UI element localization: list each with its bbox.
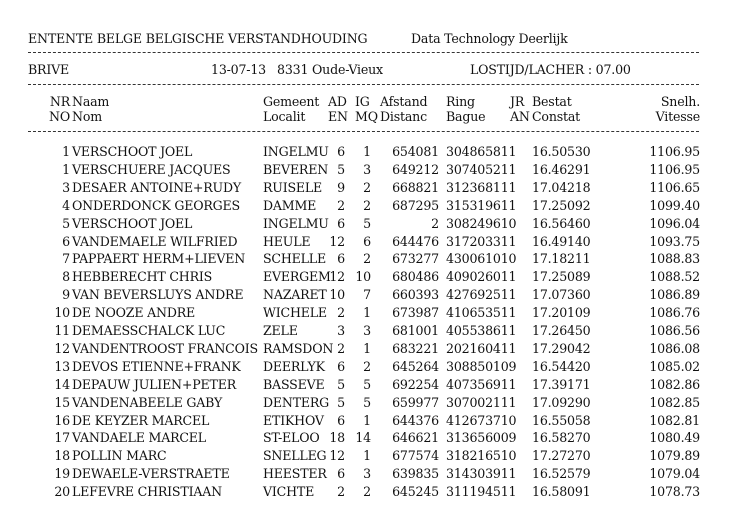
cell-gemeente: BASSEVE xyxy=(263,376,325,392)
cell-gemeente: RUISELE xyxy=(263,179,323,195)
col-snelh-fr: Vitesse xyxy=(655,109,700,124)
cell-ad: 12 xyxy=(329,269,345,285)
cell-naam: VERSCHOOT JOEL xyxy=(72,144,193,159)
cell-ad: 18 xyxy=(329,430,345,446)
cell-nr: 19 xyxy=(54,466,70,482)
cell-snelh: 1096.04 xyxy=(649,215,700,231)
cell-ad: 6 xyxy=(337,466,345,482)
cell-ig: 5 xyxy=(363,215,371,231)
cell-ring: 308249610 xyxy=(446,215,517,231)
cell-ig: 1 xyxy=(363,412,371,428)
col-afstand-nl: Afstand xyxy=(380,94,428,109)
cell-gemeente: ST-ELOO xyxy=(263,430,320,446)
separator-top xyxy=(28,52,699,53)
cell-ring: 430061010 xyxy=(446,251,517,267)
cell-gemeente: ZELE xyxy=(263,323,298,338)
cell-ig: 1 xyxy=(363,340,371,356)
cell-bestat: 16.58091 xyxy=(532,484,591,500)
cell-naam: PAPPAERT HERM+LIEVEN xyxy=(72,251,246,267)
cell-ig: 14 xyxy=(355,430,371,446)
cell-afstand: 646621 xyxy=(392,430,439,446)
cell-ad: 2 xyxy=(337,305,345,321)
cell-ig: 2 xyxy=(363,484,371,500)
cell-nr: 3 xyxy=(62,179,70,195)
cell-ad: 6 xyxy=(337,412,345,428)
cell-afstand: 645264 xyxy=(392,358,439,374)
col-gemeente-nl: Gemeent xyxy=(263,94,320,109)
cell-naam: VERSCHOOT JOEL xyxy=(72,215,193,231)
cell-bestat: 17.29042 xyxy=(532,340,591,356)
cell-bestat: 16.56460 xyxy=(532,215,591,231)
cell-snelh: 1099.40 xyxy=(649,197,700,213)
cell-afstand: 644376 xyxy=(392,412,439,428)
cell-ad: 5 xyxy=(337,394,345,410)
cell-snelh: 1086.56 xyxy=(649,323,700,338)
cell-ad: 2 xyxy=(337,340,345,356)
cell-ring: 314303911 xyxy=(446,466,517,482)
col-ring-fr: Bague xyxy=(446,109,486,124)
cell-nr: 8 xyxy=(62,269,70,285)
cell-snelh: 1086.08 xyxy=(649,340,700,356)
cell-naam: DE NOOZE ANDRE xyxy=(72,305,195,321)
col-nr-nl: NR xyxy=(49,94,70,109)
col-gemeente-fr: Localit xyxy=(263,109,306,124)
cell-ring: 317203311 xyxy=(446,233,517,249)
cell-snelh: 1082.86 xyxy=(649,376,700,392)
cell-naam: DE KEYZER MARCEL xyxy=(72,412,210,428)
cell-naam: ONDERDONCK GEORGES xyxy=(72,197,240,213)
cell-bestat: 17.18211 xyxy=(532,251,591,267)
cell-ad: 6 xyxy=(337,144,345,159)
cell-bestat: 16.46291 xyxy=(532,161,591,177)
cell-afstand: 660393 xyxy=(392,287,439,303)
cell-ig: 2 xyxy=(363,251,371,267)
cell-snelh: 1086.89 xyxy=(649,287,700,303)
cell-afstand: 644476 xyxy=(392,233,439,249)
cell-afstand: 677574 xyxy=(392,448,439,464)
cell-ig: 3 xyxy=(363,161,371,177)
software-credit: Data Technology Deerlijk xyxy=(411,31,568,46)
cell-nr: 7 xyxy=(62,251,70,267)
cell-afstand: 683221 xyxy=(392,340,439,356)
col-naam-nl: Naam xyxy=(72,94,110,109)
cell-snelh: 1088.52 xyxy=(649,269,700,285)
cell-nr: 9 xyxy=(62,287,70,303)
cell-ad: 12 xyxy=(329,233,345,249)
cell-ad: 6 xyxy=(337,251,345,267)
cell-ad: 2 xyxy=(337,197,345,213)
col-snelh-nl: Snelh. xyxy=(660,94,700,109)
cell-nr: 12 xyxy=(54,340,70,356)
col-ad-nl: AD xyxy=(328,94,347,109)
cell-afstand: 654081 xyxy=(392,144,439,159)
cell-naam: VANDAELE MARCEL xyxy=(72,430,206,446)
cell-afstand: 692254 xyxy=(392,376,439,392)
cell-ring: 304865811 xyxy=(446,144,517,159)
cell-gemeente: NAZARET xyxy=(263,287,327,303)
cell-gemeente: EVERGEM xyxy=(263,269,331,285)
cell-afstand: 2 xyxy=(431,215,439,231)
cell-gemeente: HEESTER xyxy=(263,466,327,482)
cell-afstand: 673987 xyxy=(392,305,439,321)
cell-ig: 2 xyxy=(363,179,371,195)
cell-snelh: 1082.85 xyxy=(649,394,700,410)
cell-bestat: 17.09290 xyxy=(532,394,591,410)
cell-gemeente: SCHELLE xyxy=(263,251,326,267)
cell-naam: VERSCHUERE JACQUES xyxy=(72,161,231,177)
cell-snelh: 1079.89 xyxy=(649,448,700,464)
cell-ig: 1 xyxy=(363,305,371,321)
cell-naam: VANDEMAELE WILFRIED xyxy=(72,233,238,249)
cell-gemeente: DEERLYK xyxy=(263,358,325,374)
cell-ring: 312368111 xyxy=(446,179,517,195)
cell-bestat: 16.54420 xyxy=(532,358,591,374)
cell-nr: 4 xyxy=(62,197,70,213)
cell-naam: VANDENABEELE GABY xyxy=(72,394,223,410)
col-jr-fr: AN xyxy=(510,109,530,124)
cell-afstand: 673277 xyxy=(392,251,439,267)
cell-gemeente: HEULE xyxy=(263,233,311,249)
cell-ig: 1 xyxy=(363,144,371,159)
cell-nr: 1 xyxy=(62,144,70,159)
cell-nr: 15 xyxy=(54,394,70,410)
cell-bestat: 16.55058 xyxy=(532,412,591,428)
col-jr-nl: JR xyxy=(510,94,525,109)
cell-naam: VANDENTROOST FRANCOIS xyxy=(72,340,258,356)
cell-afstand: 659977 xyxy=(392,394,439,410)
cell-ig: 10 xyxy=(355,269,371,285)
cell-bestat: 17.20109 xyxy=(532,305,591,321)
col-afstand-fr: Distanc xyxy=(380,109,427,124)
cell-snelh: 1078.73 xyxy=(649,484,700,500)
cell-gemeente: DENTERG xyxy=(263,394,330,410)
cell-naam: POLLIN MARC xyxy=(72,448,167,464)
cell-ring: 307405211 xyxy=(446,161,517,177)
cell-gemeente: VICHTE xyxy=(263,484,315,500)
cell-naam: DESAER ANTOINE+RUDY xyxy=(72,179,241,195)
cell-nr: 10 xyxy=(54,305,70,321)
cell-snelh: 1080.49 xyxy=(649,430,700,446)
cell-ring: 410653511 xyxy=(446,305,517,321)
release-time: LOSTIJD/LACHER : 07.00 xyxy=(470,62,631,77)
cell-naam: DEPAUW JULIEN+PETER xyxy=(72,376,236,392)
cell-nr: 5 xyxy=(62,215,70,231)
race-date: 13-07-13 xyxy=(211,62,266,77)
cell-snelh: 1086.76 xyxy=(649,305,700,321)
cell-naam: HEBBERECHT CHRIS xyxy=(72,269,213,285)
race-code: 8331 Oude-Vieux xyxy=(277,62,383,77)
cell-nr: 18 xyxy=(54,448,70,464)
separator-mid xyxy=(28,84,699,85)
cell-nr: 16 xyxy=(54,412,70,428)
col-ad-fr: EN xyxy=(328,109,348,124)
cell-ig: 3 xyxy=(363,323,371,338)
cell-gemeente: INGELMU xyxy=(263,215,329,231)
cell-bestat: 17.26450 xyxy=(532,323,591,338)
cell-snelh: 1106.65 xyxy=(649,179,700,195)
cell-nr: 17 xyxy=(54,430,70,446)
cell-ad: 9 xyxy=(337,179,345,195)
cell-afstand: 680486 xyxy=(392,269,439,285)
cell-gemeente: WICHELE xyxy=(263,305,327,321)
cell-ring: 412673710 xyxy=(446,412,517,428)
cell-ring: 427692511 xyxy=(446,287,517,303)
cell-ig: 6 xyxy=(363,233,371,249)
cell-ad: 2 xyxy=(337,484,345,500)
cell-ad: 10 xyxy=(329,287,345,303)
col-ig-nl: IG xyxy=(355,94,370,109)
cell-gemeente: ETIKHOV xyxy=(263,412,324,428)
cell-snelh: 1106.95 xyxy=(649,144,700,159)
cell-afstand: 668821 xyxy=(392,179,439,195)
cell-nr: 11 xyxy=(54,323,70,338)
cell-snelh: 1088.83 xyxy=(649,251,700,267)
col-bestat-fr: Constat xyxy=(532,109,581,124)
cell-ig: 1 xyxy=(363,448,371,464)
cell-snelh: 1085.02 xyxy=(649,358,700,374)
cell-bestat: 17.04218 xyxy=(532,179,591,195)
cell-ring: 407356911 xyxy=(446,376,517,392)
cell-ig: 2 xyxy=(363,358,371,374)
cell-nr: 20 xyxy=(54,484,70,500)
col-naam-fr: Nom xyxy=(72,109,102,124)
col-ring-nl: Ring xyxy=(446,94,475,109)
cell-ig: 5 xyxy=(363,394,371,410)
cell-nr: 13 xyxy=(54,358,70,374)
cell-ring: 307002111 xyxy=(446,394,517,410)
cell-ring: 405538611 xyxy=(446,323,517,338)
cell-naam: DEMAESSCHALCK LUC xyxy=(72,323,226,338)
cell-bestat: 17.25089 xyxy=(532,269,591,285)
cell-nr: 1 xyxy=(62,161,70,177)
cell-snelh: 1093.75 xyxy=(649,233,700,249)
cell-ig: 3 xyxy=(363,466,371,482)
cell-naam: VAN BEVERSLUYS ANDRE xyxy=(72,287,244,303)
cell-ig: 2 xyxy=(363,197,371,213)
cell-bestat: 16.49140 xyxy=(532,233,591,249)
cell-bestat: 16.58270 xyxy=(532,430,591,446)
cell-ad: 6 xyxy=(337,358,345,374)
separator-header xyxy=(28,131,699,132)
cell-afstand: 681001 xyxy=(392,323,439,338)
cell-bestat: 17.27270 xyxy=(532,448,591,464)
cell-ad: 5 xyxy=(337,376,345,392)
cell-nr: 14 xyxy=(54,376,70,392)
cell-afstand: 639835 xyxy=(392,466,439,482)
col-ig-fr: MQ xyxy=(355,109,378,124)
cell-ring: 409026011 xyxy=(446,269,517,285)
cell-gemeente: SNELLEG xyxy=(263,448,327,464)
cell-ring: 315319611 xyxy=(446,197,517,213)
cell-naam: LEFEVRE CHRISTIAAN xyxy=(72,484,222,500)
col-bestat-nl: Bestat xyxy=(532,94,572,109)
cell-ig: 5 xyxy=(363,376,371,392)
cell-ad: 6 xyxy=(337,215,345,231)
cell-gemeente: RAMSDON xyxy=(263,340,334,356)
cell-gemeente: BEVEREN xyxy=(263,161,329,177)
cell-ring: 202160411 xyxy=(446,340,517,356)
cell-afstand: 645245 xyxy=(392,484,439,500)
cell-bestat: 16.50530 xyxy=(532,144,591,159)
cell-snelh: 1079.04 xyxy=(649,466,700,482)
cell-afstand: 687295 xyxy=(392,197,439,213)
cell-snelh: 1106.95 xyxy=(649,161,700,177)
federation-title: ENTENTE BELGE BELGISCHE VERSTANDHOUDING xyxy=(28,31,368,46)
cell-ig: 7 xyxy=(363,287,371,303)
cell-snelh: 1082.81 xyxy=(649,412,700,428)
cell-ad: 5 xyxy=(337,161,345,177)
cell-ring: 318216510 xyxy=(446,448,517,464)
cell-naam: DEVOS ETIENNE+FRANK xyxy=(72,358,241,374)
cell-ring: 311194511 xyxy=(446,484,517,500)
col-nr-fr: NO xyxy=(49,109,70,124)
cell-ring: 313656009 xyxy=(446,430,517,446)
cell-gemeente: INGELMU xyxy=(263,144,329,159)
cell-bestat: 17.07360 xyxy=(532,287,591,303)
cell-bestat: 17.25092 xyxy=(532,197,591,213)
cell-nr: 6 xyxy=(62,233,70,249)
race-place: BRIVE xyxy=(28,62,69,77)
cell-bestat: 17.39171 xyxy=(532,376,591,392)
cell-ad: 12 xyxy=(329,448,345,464)
cell-naam: DEWAELE-VERSTRAETE xyxy=(72,466,230,482)
cell-bestat: 16.52579 xyxy=(532,466,591,482)
cell-ad: 3 xyxy=(337,323,345,338)
cell-afstand: 649212 xyxy=(392,161,439,177)
cell-ring: 308850109 xyxy=(446,358,517,374)
cell-gemeente: DAMME xyxy=(263,197,317,213)
